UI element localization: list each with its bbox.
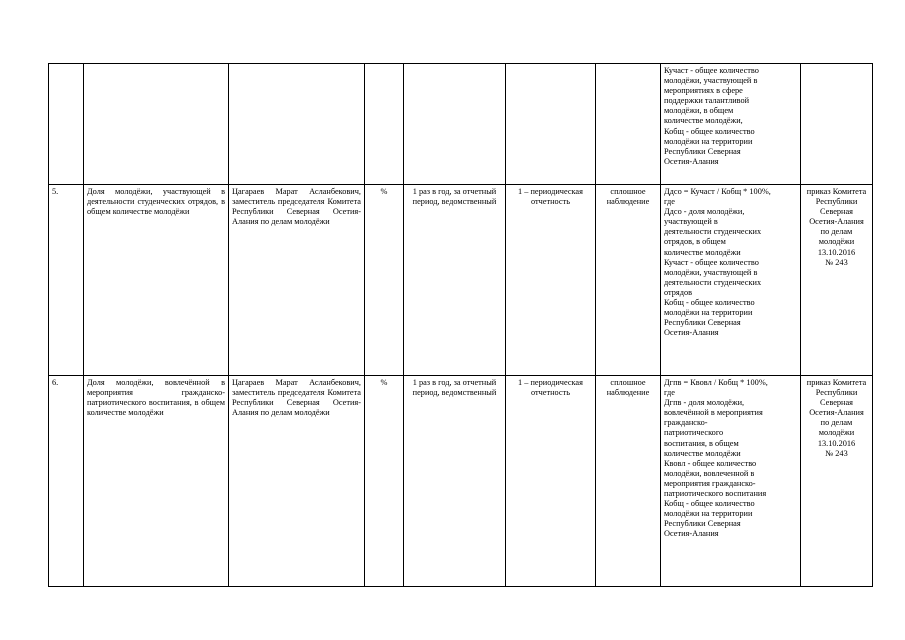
formula-line: Дгпв = Квовл / Кобщ * 100%,: [664, 378, 768, 387]
basis-line: Республики: [815, 197, 858, 207]
formula-line: количестве молодёжи,: [664, 116, 743, 126]
formula-line: Кобщ - общее количество: [664, 298, 755, 308]
cell-reporting: [506, 64, 596, 185]
cell-method: сплошное наблюдение: [596, 185, 661, 376]
basis-line: молодёжи: [818, 428, 855, 438]
cell-reporting: 1 – периодическая отчетность: [506, 376, 596, 587]
formula-line: Кучаст - общее количество: [664, 66, 759, 75]
cell-unit: [365, 64, 404, 185]
cell-responsible: [229, 64, 365, 185]
basis-line: по делам: [820, 227, 853, 237]
formula-line: Кобщ - общее количество: [664, 499, 755, 509]
indicator-table: [48, 63, 873, 587]
formula-line: где: [664, 197, 675, 207]
formula-line: воспитания, в общем: [664, 438, 739, 448]
formula-line: мероприятиях в сфере: [664, 86, 743, 96]
formula-line: Дгпв - доля молодёжи,: [664, 398, 745, 408]
basis-line: приказ Комитета: [806, 187, 867, 196]
formula-line: Кобщ - общее количество: [664, 126, 755, 136]
basis-line: Северная: [820, 207, 853, 217]
basis-line: приказ Комитета: [806, 378, 867, 387]
basis-line: Республики: [815, 388, 858, 398]
cell-number: [49, 64, 84, 185]
cell-method: сплошное наблюдение: [596, 376, 661, 587]
formula-line: мероприятия гражданско-: [664, 478, 756, 488]
cell-unit: %: [365, 185, 404, 376]
cell-periodicity: [404, 64, 506, 185]
basis-line: молодёжи: [818, 237, 855, 247]
basis-line: № 243: [825, 448, 848, 458]
basis-line: № 243: [825, 257, 848, 267]
formula-line: где: [664, 388, 675, 398]
cell-method: [596, 64, 661, 185]
cell-formula: [661, 64, 801, 185]
formula-line: Ддсо = Кучаст / Кобщ * 100%,: [664, 187, 771, 196]
formula-line: Республики Северная: [664, 519, 741, 529]
basis-line: 13.10.2016: [817, 247, 856, 257]
cell-number: 6.: [49, 376, 84, 587]
formula-line: Ддсо - доля молодёжи,: [664, 207, 745, 217]
formula-line: Квовл - общее количество: [664, 458, 757, 468]
cell-unit: %: [365, 376, 404, 587]
formula-line: молодёжи, участвующей в: [664, 267, 758, 277]
cell-basis: [801, 64, 873, 185]
formula-line: количестве молодёжи: [664, 247, 741, 257]
cell-formula: [661, 376, 801, 587]
formula-line: поддержки талантливой: [664, 96, 750, 106]
cell-indicator: Доля молодёжи, вовлечённой в мероприятия гражданско-патриотического воспитания, в общем количестве молодёжи: [84, 376, 229, 587]
cell-number: 5.: [49, 185, 84, 376]
basis-line: Осетия-Алания: [809, 408, 864, 418]
table-row: [49, 376, 873, 587]
formula-line: участвующей в: [664, 217, 718, 227]
basis-line: 13.10.2016: [817, 438, 856, 448]
formula-line: Республики Северная: [664, 146, 741, 156]
formula-line: Кучаст - общее количество: [664, 257, 759, 267]
formula-line: молодёжи, участвующей в: [664, 76, 758, 86]
formula-line: отрядов, в общем: [664, 237, 726, 247]
formula-line: молодёжи, вовлеченной в: [664, 468, 755, 478]
basis-line: по делам: [820, 418, 853, 428]
cell-periodicity: 1 раз в год, за отчетный период, ведомственный: [404, 185, 506, 376]
formula-line: молодёжи на территории: [664, 136, 753, 146]
formula-line: патриотического воспитания: [664, 489, 767, 499]
formula-line: молодёжи, в общем: [664, 106, 734, 116]
formula-line: Республики Северная: [664, 318, 741, 328]
formula-line: патриотического: [664, 428, 724, 438]
cell-basis: [801, 376, 873, 587]
formula-line: отрядов: [664, 287, 693, 297]
cell-basis: [801, 185, 873, 376]
cell-formula: [661, 185, 801, 376]
formula-line: деятельности студенческих: [664, 277, 762, 287]
cell-responsible: Цагараев Марат Асланбекович, заместитель председателя Комитета Республики Северная Осетия-Алания по делам молодёжи: [229, 185, 365, 376]
formula-line: количестве молодёжи: [664, 448, 741, 458]
formula-line: молодёжи на территории: [664, 308, 753, 318]
formula-line: вовлечённой в мероприятия: [664, 408, 763, 418]
formula-line: гражданско-: [664, 418, 708, 428]
formula-line: Осетия-Алания: [664, 529, 719, 539]
formula-line: Осетия-Алания: [664, 156, 719, 166]
cell-indicator: Доля молодёжи, участвующей в деятельности студенческих отрядов, в общем количестве молодёжи: [84, 185, 229, 376]
formula-line: молодёжи на территории: [664, 509, 753, 519]
formula-line: деятельности студенческих: [664, 227, 762, 237]
cell-periodicity: 1 раз в год, за отчетный период, ведомственный: [404, 376, 506, 587]
cell-responsible: Цагараев Марат Асланбекович, заместитель председателя Комитета Республики Северная Осетия-Алания по делам молодёжи: [229, 376, 365, 587]
table-row-continuation: [49, 64, 873, 185]
formula-line: Осетия-Алания: [664, 328, 719, 338]
basis-line: Северная: [820, 398, 853, 408]
cell-indicator: [84, 64, 229, 185]
table-row: [49, 185, 873, 376]
basis-line: Осетия-Алания: [809, 217, 864, 227]
cell-reporting: 1 – периодическая отчетность: [506, 185, 596, 376]
